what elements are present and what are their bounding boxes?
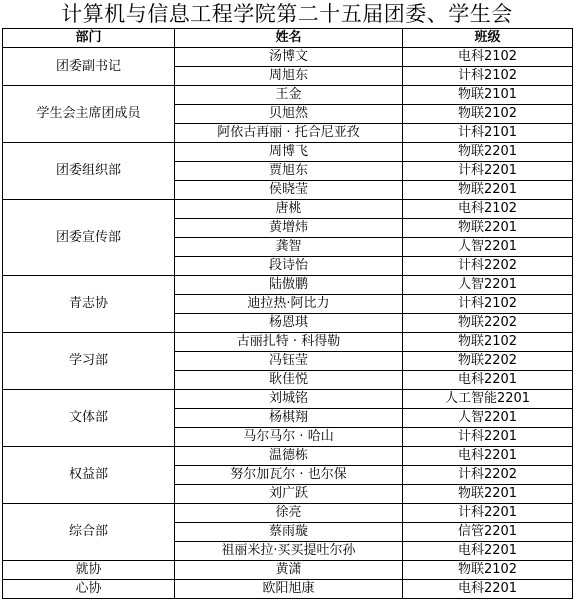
name-cell: 贾旭东	[175, 162, 403, 181]
table-row	[3, 86, 573, 105]
class-cell: 物联2202	[403, 352, 573, 371]
dept-cell: 团委副书记	[3, 48, 175, 86]
dept-cell: 青志协	[3, 276, 175, 333]
name-cell: 蔡雨璇	[175, 523, 403, 542]
name-cell: 王金	[175, 86, 403, 105]
name-cell: 迪拉热·阿比力	[175, 295, 403, 314]
name-cell: 汤博文	[175, 48, 403, 67]
dept-cell: 学习部	[3, 333, 175, 390]
class-cell: 物联2202	[403, 314, 573, 333]
class-cell: 计科2202	[403, 466, 573, 485]
class-cell: 电科2102	[403, 200, 573, 219]
class-cell: 物联2101	[403, 86, 573, 105]
class-cell: 电科2102	[403, 48, 573, 67]
class-cell: 物联2102	[403, 333, 573, 352]
name-cell: 杨棋翔	[175, 409, 403, 428]
name-cell: 杨恩琪	[175, 314, 403, 333]
name-cell: 唐桃	[175, 200, 403, 219]
name-cell: 祖丽米拉·买买提吐尔孙	[175, 542, 403, 561]
name-cell: 段诗怡	[175, 257, 403, 276]
class-cell: 人智2201	[403, 238, 573, 257]
table-header-row	[3, 29, 573, 48]
class-cell: 计科2201	[403, 428, 573, 447]
class-cell: 信管2201	[403, 523, 573, 542]
name-cell: 黄增炜	[175, 219, 403, 238]
name-cell: 侯晓莹	[175, 181, 403, 200]
name-cell: 温德栋	[175, 447, 403, 466]
dept-cell: 学生会主席团成员	[3, 86, 175, 143]
class-cell: 物联2201	[403, 219, 573, 238]
class-cell: 物联2201	[403, 181, 573, 200]
name-cell: 周博飞	[175, 143, 403, 162]
class-cell: 物联2201	[403, 143, 573, 162]
class-cell: 计科2102	[403, 295, 573, 314]
name-cell: 冯钰莹	[175, 352, 403, 371]
name-cell: 古丽扎特 · 科得勒	[175, 333, 403, 352]
dept-cell: 文体部	[3, 390, 175, 447]
name-cell: 努尔加瓦尔 · 也尔保	[175, 466, 403, 485]
class-cell: 人工智能2201	[403, 390, 573, 409]
class-cell: 计科2201	[403, 504, 573, 523]
class-cell: 电科2201	[403, 542, 573, 561]
table-row	[3, 504, 573, 523]
roster-table	[2, 28, 573, 599]
name-cell: 刘广跃	[175, 485, 403, 504]
table-row	[3, 276, 573, 295]
table-row	[3, 48, 573, 67]
table-row	[3, 200, 573, 219]
name-cell: 刘城铭	[175, 390, 403, 409]
class-cell: 电科2201	[403, 447, 573, 466]
name-cell: 徐亮	[175, 504, 403, 523]
dept-cell: 就协	[3, 561, 175, 580]
table-row	[3, 447, 573, 466]
class-cell: 人智2201	[403, 276, 573, 295]
name-cell: 周旭东	[175, 67, 403, 86]
table-row	[3, 333, 573, 352]
table-row	[3, 580, 573, 599]
class-cell: 电科2201	[403, 371, 573, 390]
dept-cell: 团委宣传部	[3, 200, 175, 276]
dept-cell: 团委组织部	[3, 143, 175, 200]
table-row	[3, 143, 573, 162]
name-cell: 龚智	[175, 238, 403, 257]
header-dept: 部门	[3, 29, 175, 48]
class-cell: 计科2201	[403, 162, 573, 181]
table-row	[3, 390, 573, 409]
table-row	[3, 561, 573, 580]
name-cell: 耿佳悦	[175, 371, 403, 390]
class-cell: 计科2101	[403, 124, 573, 143]
class-cell: 物联2102	[403, 105, 573, 124]
class-cell: 计科2202	[403, 257, 573, 276]
class-cell: 物联2201	[403, 485, 573, 504]
name-cell: 贝旭然	[175, 105, 403, 124]
header-class: 班级	[403, 29, 573, 48]
name-cell: 欧阳旭康	[175, 580, 403, 599]
dept-cell: 心协	[3, 580, 175, 599]
dept-cell: 权益部	[3, 447, 175, 504]
page-title: 计算机与信息工程学院第二十五届团委、学生会	[61, 2, 513, 26]
class-cell: 人智2201	[403, 409, 573, 428]
class-cell: 计科2102	[403, 67, 573, 86]
class-cell: 电科2201	[403, 580, 573, 599]
name-cell: 阿依古再丽 · 托合尼亚孜	[175, 124, 403, 143]
roster-body	[3, 48, 573, 599]
header-name: 姓名	[175, 29, 403, 48]
name-cell: 陆傲鹏	[175, 276, 403, 295]
name-cell: 马尔马尔 · 哈山	[175, 428, 403, 447]
class-cell: 物联2102	[403, 561, 573, 580]
name-cell: 黄潇	[175, 561, 403, 580]
dept-cell: 综合部	[3, 504, 175, 561]
